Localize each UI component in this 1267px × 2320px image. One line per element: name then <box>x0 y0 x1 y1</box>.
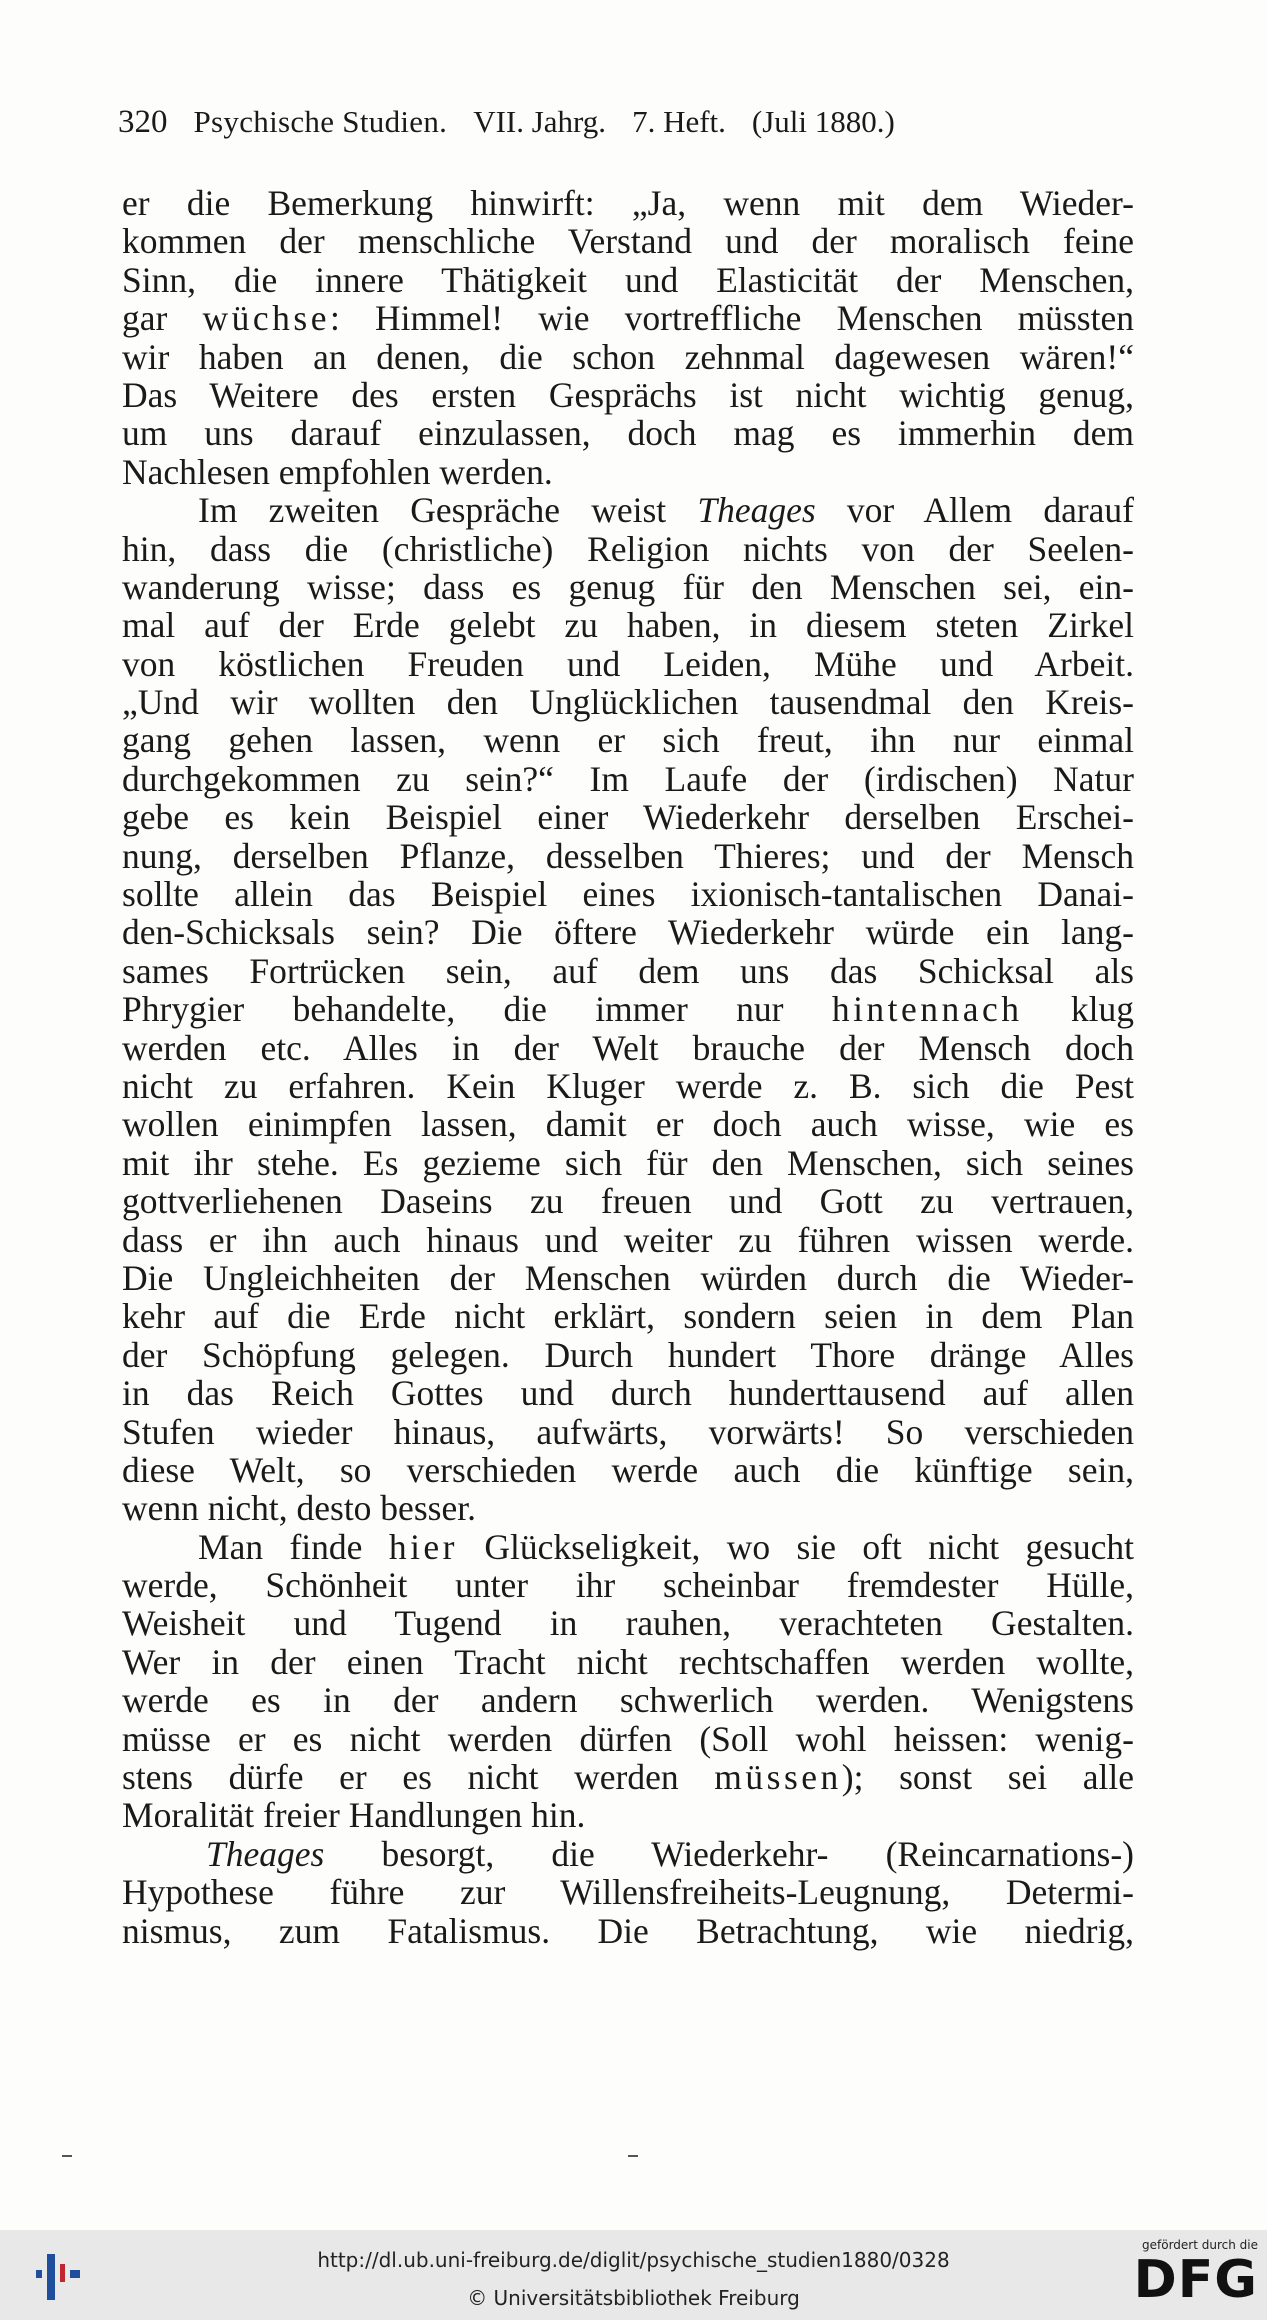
text-line: sollte allein das Beispiel eines ixionisch-tantalischen Danai- <box>122 874 1134 915</box>
text-line: von köstlichen Freuden und Leiden, Mühe und Arbeit. <box>122 643 1134 684</box>
text-line: gang gehen lassen, wenn er sich freut, ihn nur einmal <box>122 720 1134 761</box>
text-line: wollen einimpfen lassen, damit er doch auch wisse, wie es <box>122 1104 1134 1145</box>
text-line: werde, Schönheit unter ihr scheinbar fremdester Hülle, <box>122 1565 1134 1606</box>
text-line: „Und wir wollten den Unglücklichen tausendmal den Kreis- <box>122 682 1134 723</box>
page-number: 320 <box>118 104 168 140</box>
copyright-notice: © Universitätsbibliothek Freiburg <box>467 2286 800 2310</box>
text-line: der Schöpfung gelegen. Durch hundert Thore dränge Alles <box>122 1334 1134 1375</box>
scan-mark <box>628 2155 638 2157</box>
text-line: nicht zu erfahren. Kein Kluger werde z. B. sich die Pest <box>122 1065 1134 1106</box>
paragraph-start-line: Theages besorgt, die Wiederkehr- (Reincarnations-) <box>206 1833 1134 1874</box>
text-line: Die Ungleichheiten der Menschen würden durch die Wieder- <box>122 1257 1134 1298</box>
text-line: kehr auf die Erde nicht erklärt, sondern seien in dem Plan <box>122 1296 1134 1337</box>
paragraph-start-line: Man finde hier Glückseligkeit, wo sie oft nicht gesucht <box>198 1526 1134 1567</box>
text-line: Weisheit und Tugend in rauhen, verachteten Gestalten. <box>122 1603 1134 1644</box>
source-url-link[interactable]: http://dl.ub.uni-freiburg.de/diglit/psychische_studien1880/0328 <box>317 2248 950 2272</box>
text-line: müsse er es nicht werden dürfen (Soll wohl heissen: wenig- <box>122 1718 1134 1759</box>
volume-label: VII. Jahrg. <box>473 104 607 139</box>
text-line: hin, dass die (christliche) Religion nichts von der Seelen- <box>122 528 1134 569</box>
issue-date: (Juli 1880.) <box>751 104 895 139</box>
text-line: Sinn, die innere Thätigkeit und Elasticität der Menschen, <box>122 259 1134 300</box>
text-line: durchgekommen zu sein?“ Im Laufe der (irdischen) Natur <box>122 758 1134 799</box>
dfg-logo-text: DFG <box>1133 2250 1258 2310</box>
text-line: wenn nicht, desto besser. <box>122 1488 476 1529</box>
spaced-emphasis: müssen <box>714 1757 842 1798</box>
text-line: wanderung wisse; dass es genug für den Menschen sei, ein- <box>122 566 1134 607</box>
text-line: sames Fortrücken sein, auf dem uns das Schicksal als <box>122 950 1134 991</box>
scan-mark <box>62 2155 72 2157</box>
body-text <box>122 184 1134 1950</box>
text-line: er die Bemerkung hinwirft: „Ja, wenn mit dem Wieder- <box>122 183 1134 223</box>
text-line: mal auf der Erde gelebt zu haben, in diesem steten Zirkel <box>122 605 1134 646</box>
text-line: gebe es kein Beispiel einer Wiederkehr derselben Erschei- <box>122 797 1134 838</box>
issue-label: 7. Heft. <box>632 104 726 139</box>
dfg-logo <box>1112 2238 1258 2316</box>
journal-title: Psychische Studien. <box>193 104 448 139</box>
text-line: nismus, zum Fatalismus. Die Betrachtung, wie niedrig, <box>122 1910 1134 1951</box>
text-line: diese Welt, so verschieden werde auch die künftige sein, <box>122 1449 1134 1490</box>
spaced-emphasis: wüchse <box>202 298 330 339</box>
text-line: Stufen wieder hinaus, aufwärts, vorwärts! So verschieden <box>122 1411 1134 1452</box>
footer-bar <box>0 2230 1267 2320</box>
text-line: werden etc. Alles in der Welt brauche der Mensch doch <box>122 1027 1134 1068</box>
text-line: Nachlesen empfohlen werden. <box>122 451 553 492</box>
text-line: Wer in der einen Tracht nicht rechtschaffen werden wollte, <box>122 1641 1134 1682</box>
text-line: nung, derselben Pflanze, desselben Thieres; und der Mensch <box>122 835 1134 876</box>
italic-name: Theages <box>206 1833 325 1874</box>
text-line: Moralität freier Handlungen hin. <box>122 1795 586 1836</box>
text-line: in das Reich Gottes und durch hunderttausend auf allen <box>122 1373 1134 1414</box>
running-header <box>118 104 1078 141</box>
text-line: Das Weitere des ersten Gesprächs ist nicht wichtig genug, <box>122 374 1134 415</box>
text-line: Hypothese führe zur Willensfreiheits-Leugnung, Determi- <box>122 1872 1134 1913</box>
text-line: um uns darauf einzulassen, doch mag es immerhin dem <box>122 413 1134 454</box>
text-line: gottverliehenen Daseins zu freuen und Gott zu vertrauen, <box>122 1181 1134 1222</box>
text-line: Phrygier behandelte, die immer nur hintennach klug <box>122 989 1134 1030</box>
text-line: kommen der menschliche Verstand und der moralisch feine <box>122 221 1134 262</box>
text-line: werde es in der andern schwerlich werden. Wenigstens <box>122 1680 1134 1721</box>
text-line: mit ihr stehe. Es gezieme sich für den Menschen, sich seines <box>122 1142 1134 1183</box>
paragraph-start-line: Im zweiten Gespräche weist Theages vor Allem darauf <box>198 490 1134 531</box>
text-line: dass er ihn auch hinaus und weiter zu führen wissen werde. <box>122 1219 1134 1260</box>
text-line: gar wüchse: Himmel! wie vortreffliche Menschen müssten <box>122 298 1134 339</box>
spaced-emphasis: hintennach <box>831 989 1023 1030</box>
text-line: den-Schicksals sein? Die öftere Wiederkehr würde ein lang- <box>122 912 1134 953</box>
italic-name: Theages <box>697 490 816 531</box>
text-line: wir haben an denen, die schon zehnmal dagewesen wären!“ <box>122 336 1134 377</box>
spaced-emphasis: hier <box>388 1526 459 1567</box>
text-line: stens dürfe er es nicht werden müssen); sonst sei alle <box>122 1757 1134 1798</box>
dfg-caption: gefördert durch die <box>1142 2238 1258 2252</box>
